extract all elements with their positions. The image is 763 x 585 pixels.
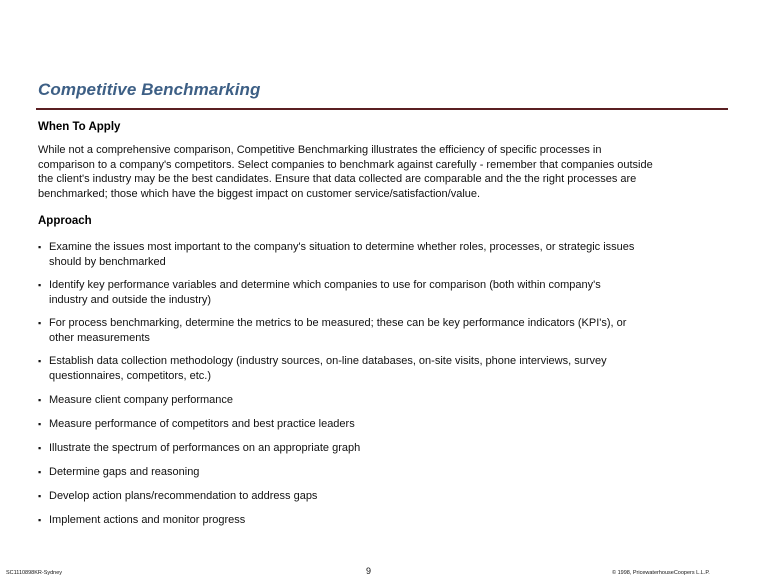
list-item-text: should by benchmarked xyxy=(49,255,166,268)
bullet-icon: ▪ xyxy=(38,467,42,477)
list-item xyxy=(38,489,317,504)
bullet-icon: ▪ xyxy=(38,356,42,366)
list-item xyxy=(38,441,360,456)
list-item xyxy=(38,417,355,432)
list-item-text: Establish data collection methodology (industry sources, on-line databases, on-site visits, phone interviews, survey xyxy=(49,355,607,367)
list-item xyxy=(38,240,634,269)
list-item xyxy=(38,278,601,307)
list-item-text: other measurements xyxy=(49,331,150,344)
approach-heading: Approach xyxy=(38,215,92,227)
list-item-text: industry and outside the industry) xyxy=(49,293,212,306)
list-item-text: Implement actions and monitor progress xyxy=(49,514,246,526)
list-item-text: Examine the issues most important to the company's situation to determine whether roles, processes, or strategic issues xyxy=(49,241,635,253)
list-item-text: Measure performance of competitors and best practice leaders xyxy=(49,418,355,430)
paragraph-line: While not a comprehensive comparison, Competitive Benchmarking illustrates the efficiency of specific processes in xyxy=(38,144,602,156)
bullet-icon: ▪ xyxy=(38,395,42,405)
bullet-icon: ▪ xyxy=(38,419,42,429)
footer-document-id: SC1110898KR-Sydney xyxy=(6,570,63,576)
paragraph-line: benchmarked; those which have the biggest impact on customer service/satisfaction/value. xyxy=(38,187,481,200)
list-item-text: For process benchmarking, determine the metrics to be measured; these can be key performance indicators (KPI's), or xyxy=(49,317,627,329)
paragraph-line: the client's industry may be the best candidates. Ensure that data collected are comparable and the the right processes are xyxy=(38,173,637,185)
page-title: Competitive Benchmarking xyxy=(38,80,261,99)
bullet-icon: ▪ xyxy=(38,318,42,328)
bullet-icon: ▪ xyxy=(38,491,42,501)
list-item xyxy=(38,393,233,408)
list-item xyxy=(38,513,245,528)
title-divider xyxy=(36,108,728,110)
when-to-apply-heading: When To Apply xyxy=(38,121,121,133)
bullet-icon: ▪ xyxy=(38,242,42,252)
list-item xyxy=(38,316,626,345)
list-item-text: Determine gaps and reasoning xyxy=(49,466,200,478)
list-item-text: Illustrate the spectrum of performances on an appropriate graph xyxy=(49,442,361,454)
list-item-text: Develop action plans/recommendation to address gaps xyxy=(49,490,318,502)
page-number: 9 xyxy=(366,566,372,576)
footer-copyright: © 1998, PricewaterhouseCoopers L.L.P. xyxy=(612,570,710,576)
list-item xyxy=(38,354,607,383)
bullet-icon: ▪ xyxy=(38,280,42,290)
bullet-icon: ▪ xyxy=(38,515,42,525)
list-item-text: questionnaires, competitors, etc.) xyxy=(49,369,212,382)
list-item-text: Identify key performance variables and determine which companies to use for comparison (both within company's xyxy=(49,279,601,291)
list-item-text: Measure client company performance xyxy=(49,394,234,406)
bullet-icon: ▪ xyxy=(38,443,42,453)
list-item xyxy=(38,465,199,480)
when-to-apply-paragraph xyxy=(38,143,728,201)
paragraph-line: comparison to a company's competitors. Select companies to benchmark against carefully - remember that companies outside xyxy=(38,158,653,171)
